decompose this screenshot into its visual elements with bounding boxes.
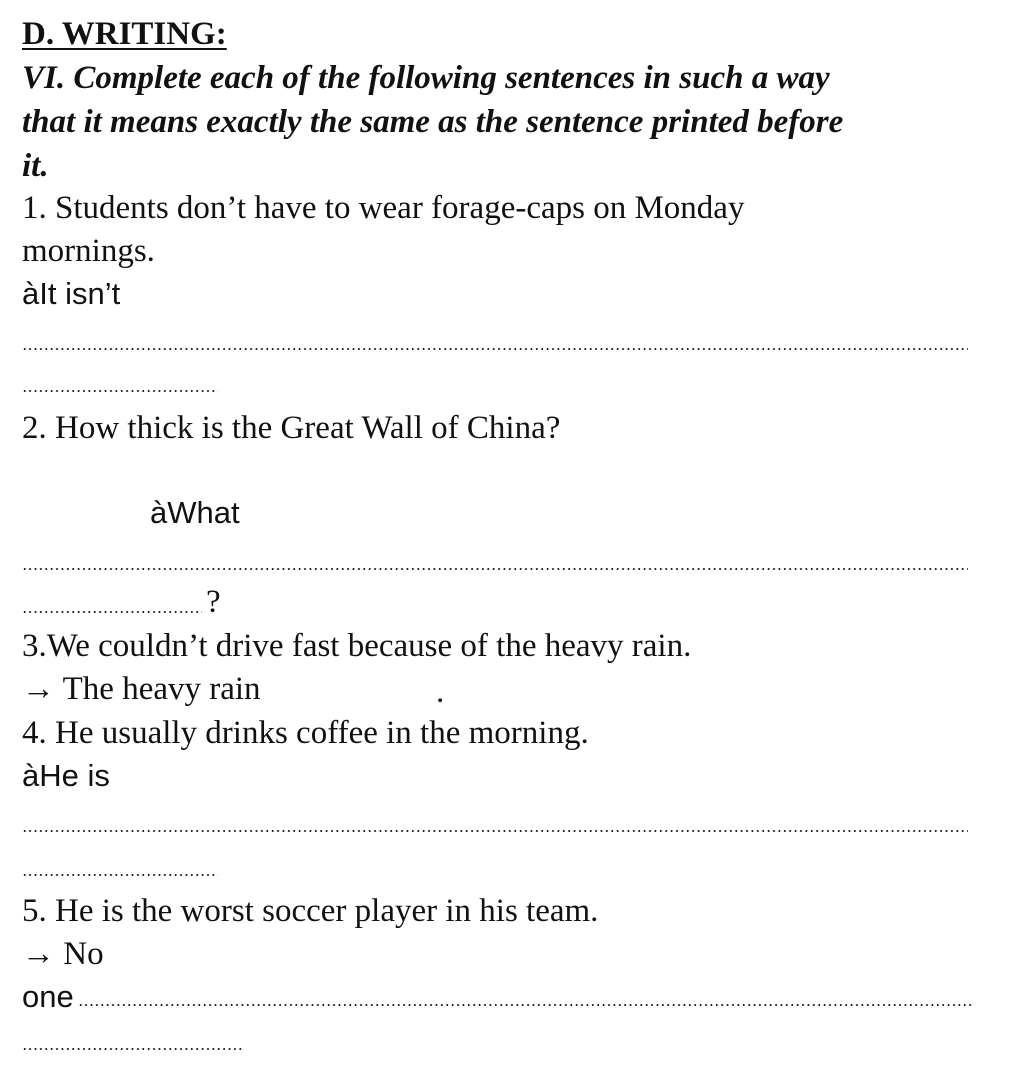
item-2-question-mark: ?: [206, 584, 221, 620]
instruction-line-1: VI. Complete each of the following sentences in such a way: [22, 60, 830, 96]
item-5-answer-line[interactable]: [78, 1004, 974, 1006]
item-1-answer-line-continued[interactable]: [22, 390, 218, 392]
instruction-line-2: that it means exactly the same as the sentence printed before: [22, 104, 844, 140]
item-3-period: .: [436, 674, 445, 710]
item-1-prompt-line-2: mornings.: [22, 233, 155, 269]
item-2-starter: àWhat: [150, 495, 240, 530]
item-5-answer-line-continued[interactable]: [22, 1048, 244, 1050]
item-4-starter: àHe is: [22, 758, 110, 793]
item-2-prompt: 2. How thick is the Great Wall of China?: [22, 410, 561, 446]
item-5-continuation: one: [22, 979, 74, 1014]
section-heading: D. WRITING:: [22, 16, 227, 52]
item-1-starter: àIt isn’t: [22, 276, 121, 311]
item-4-prompt: 4. He usually drinks coffee in the morning.: [22, 715, 589, 751]
item-1-prompt-line-1: 1. Students don’t have to wear forage-caps on Monday: [22, 190, 745, 226]
item-2-answer-line-continued[interactable]: [22, 611, 202, 613]
instruction-line-3: it.: [22, 148, 49, 184]
item-5-starter: → No: [22, 936, 104, 972]
item-2-answer-line[interactable]: [22, 568, 968, 570]
item-4-answer-line[interactable]: [22, 830, 968, 832]
item-5-prompt: 5. He is the worst soccer player in his team.: [22, 893, 599, 929]
item-3-prompt: 3.We couldn’t drive fast because of the heavy rain.: [22, 628, 692, 664]
item-3-starter: → The heavy rain: [22, 671, 261, 707]
item-4-answer-line-continued[interactable]: [22, 874, 218, 876]
item-1-answer-line[interactable]: [22, 348, 968, 350]
